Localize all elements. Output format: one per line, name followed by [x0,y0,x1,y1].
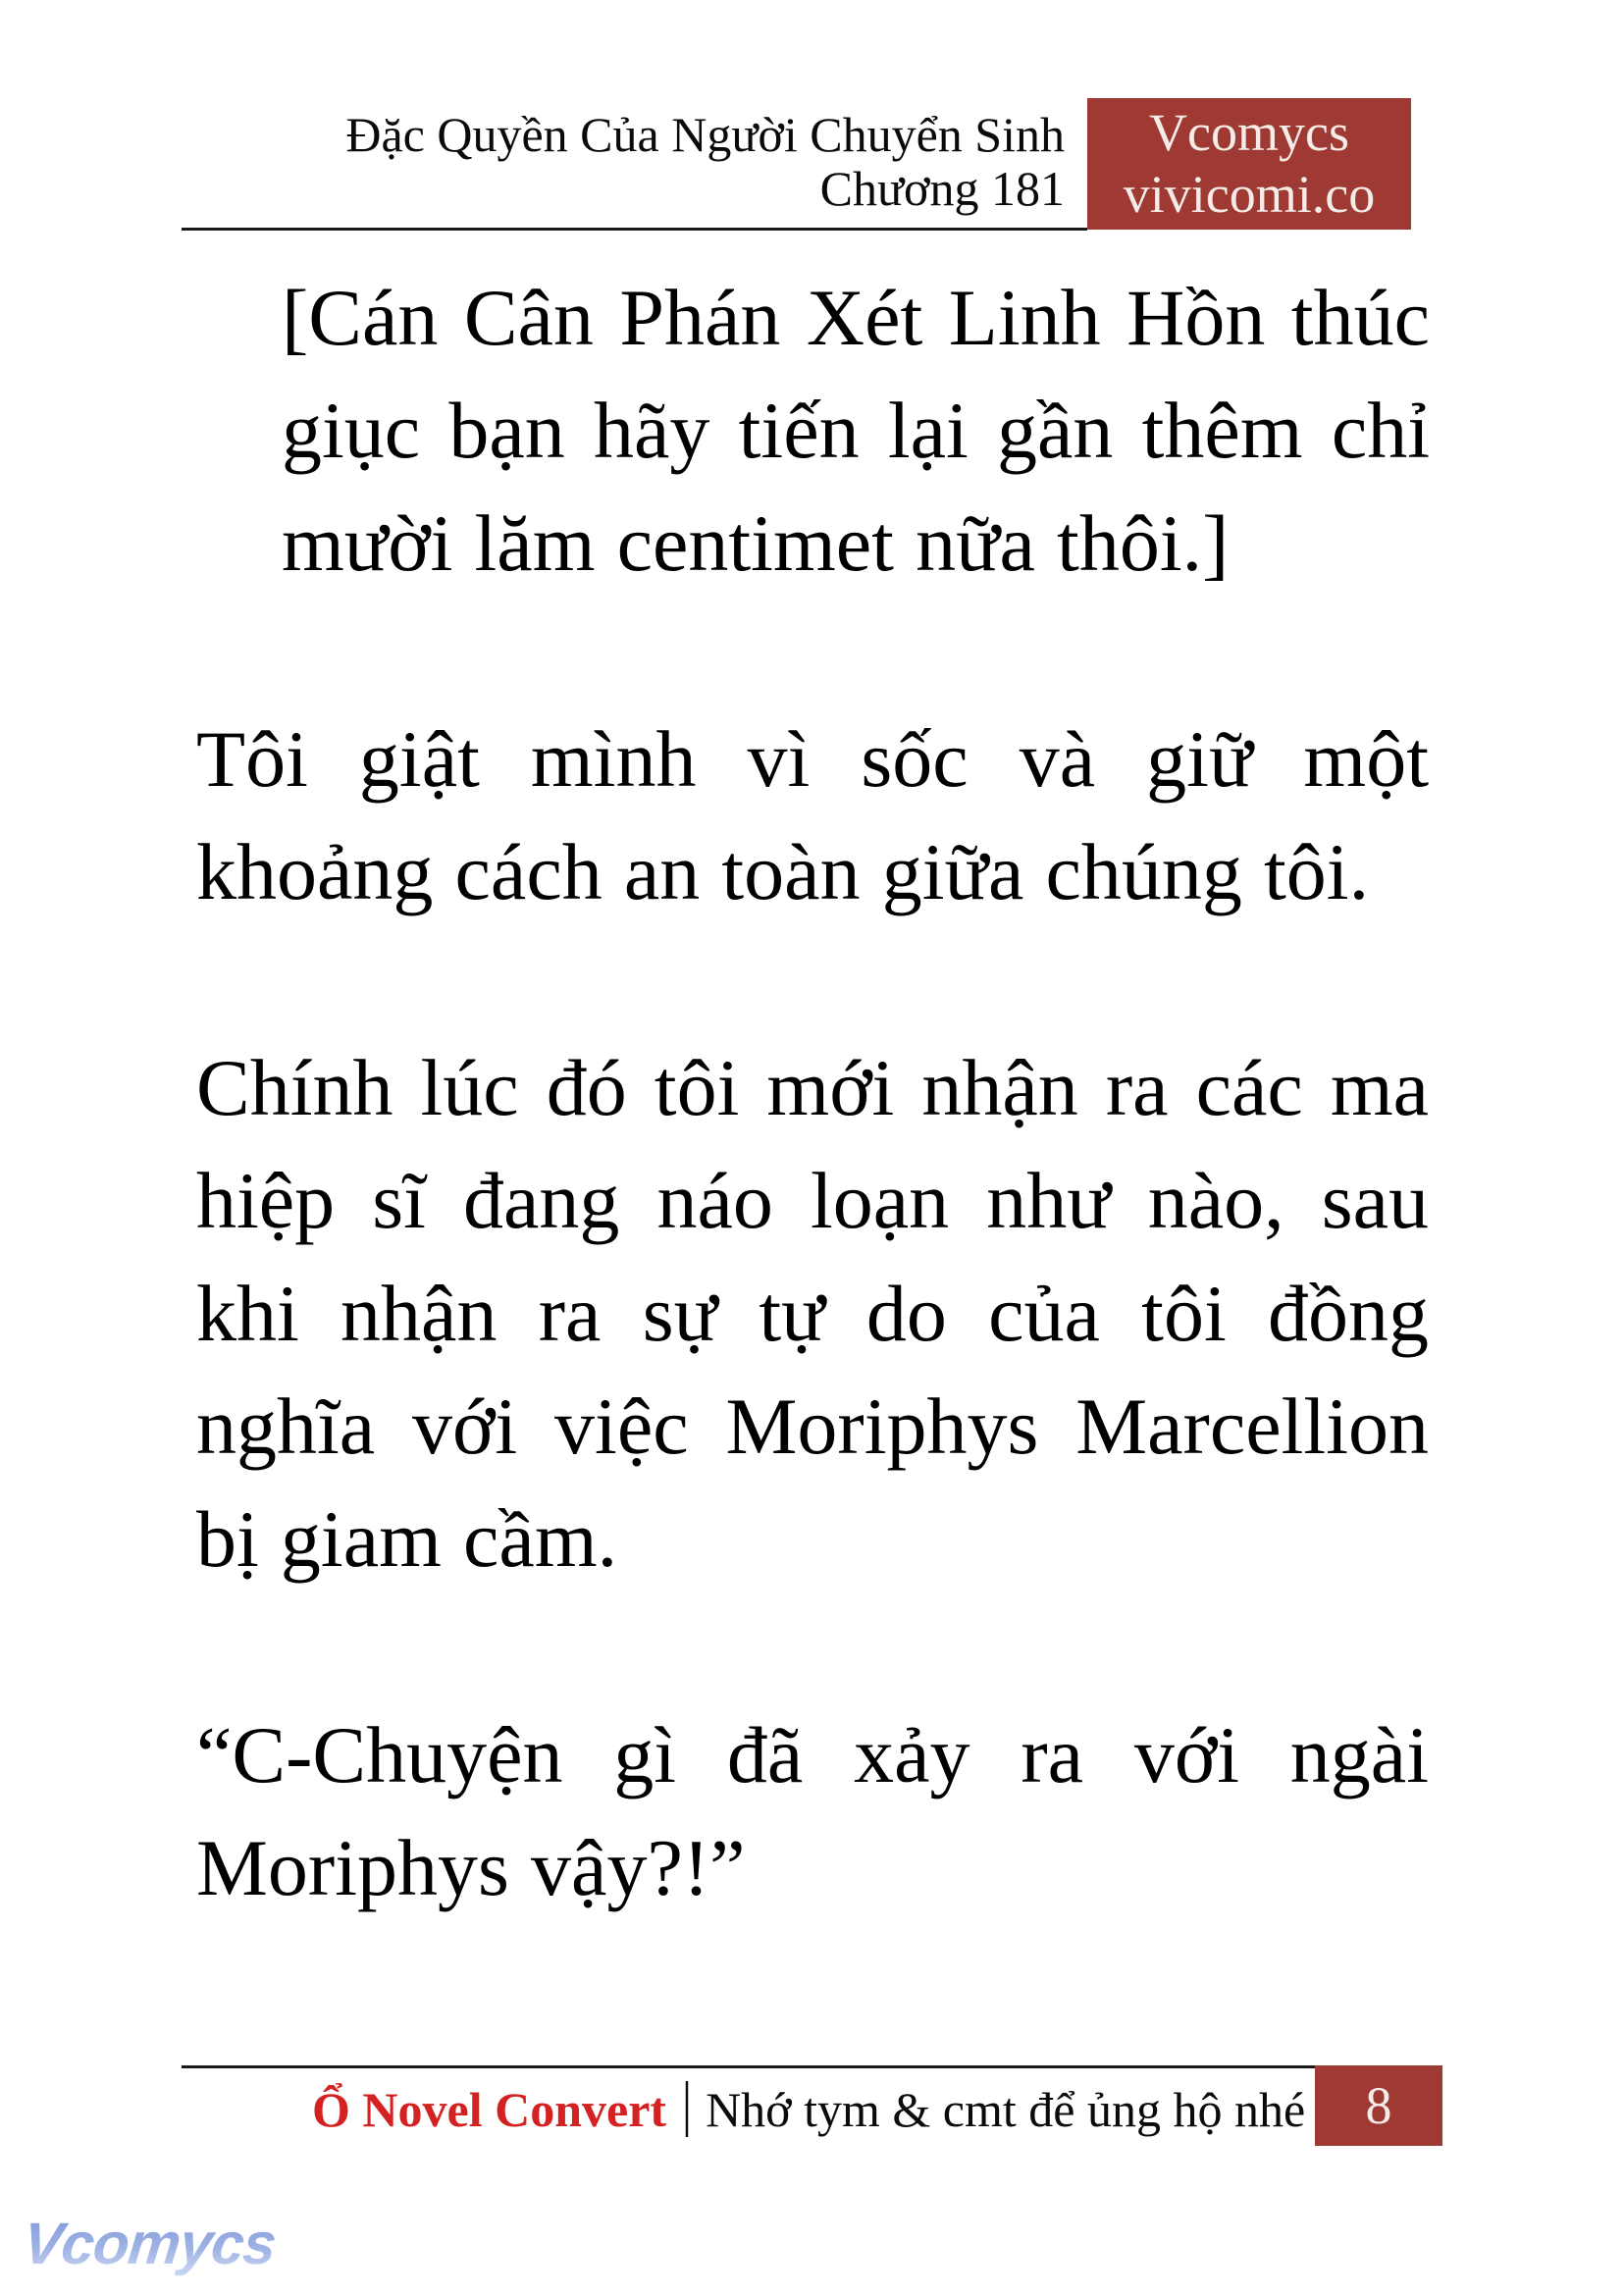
paragraph [196,703,1429,928]
header-title-block [345,108,1065,216]
page-number: 8 [1365,2076,1392,2135]
page-number-badge [1315,2065,1442,2146]
body-paragraphs [196,261,1429,2027]
series-title: Đặc Quyền Của Người Chuyển Sinh [345,107,1065,162]
footer-credit [312,2068,1306,2137]
footer-separator: | [682,2068,693,2137]
publisher-name: Vcomycs [1149,103,1349,162]
text-line: khoảng cách an toàn giữa chúng tôi. [196,827,1370,916]
text-line: Tôi giật mình vì sốc và giữ một [196,714,1429,804]
text-line: [Cán Cân Phán Xét Linh Hồn thúc [282,273,1430,362]
text-line: giục bạn hãy tiến lại gần thêm chỉ [282,386,1430,475]
convert-group-name: Ổ Novel Convert [312,2082,667,2137]
paragraph [282,261,1430,600]
publisher-badge [1087,98,1411,230]
footer-note: Nhớ tym & cmt để ủng hộ nhé [706,2082,1306,2137]
footer-divider-line [182,2065,1315,2068]
chapter-label: Chương 181 [819,161,1065,216]
header-divider-line [182,228,1087,231]
text-line: bị giam cầm. [196,1494,618,1584]
vcomycs-watermark-logo: Vcomycs [20,2211,280,2276]
paragraph [196,1698,1429,1924]
text-line: Moriphys vậy?!” [196,1823,746,1912]
text-line: hiệp sĩ đang náo loạn như nào, sau [196,1156,1429,1245]
text-line: “C-Chuyện gì đã xảy ra với ngài [196,1710,1429,1799]
paragraph [196,1031,1429,1595]
text-line: nghĩa với việc Moriphys Marcellion [196,1382,1429,1471]
text-line: mười lăm centimet nữa thôi.] [282,498,1230,588]
text-line: Chính lúc đó tôi mới nhận ra các ma [196,1043,1429,1132]
publisher-site: vivicomi.co [1123,165,1376,224]
text-line: khi nhận ra sự tự do của tôi đồng [196,1269,1429,1358]
